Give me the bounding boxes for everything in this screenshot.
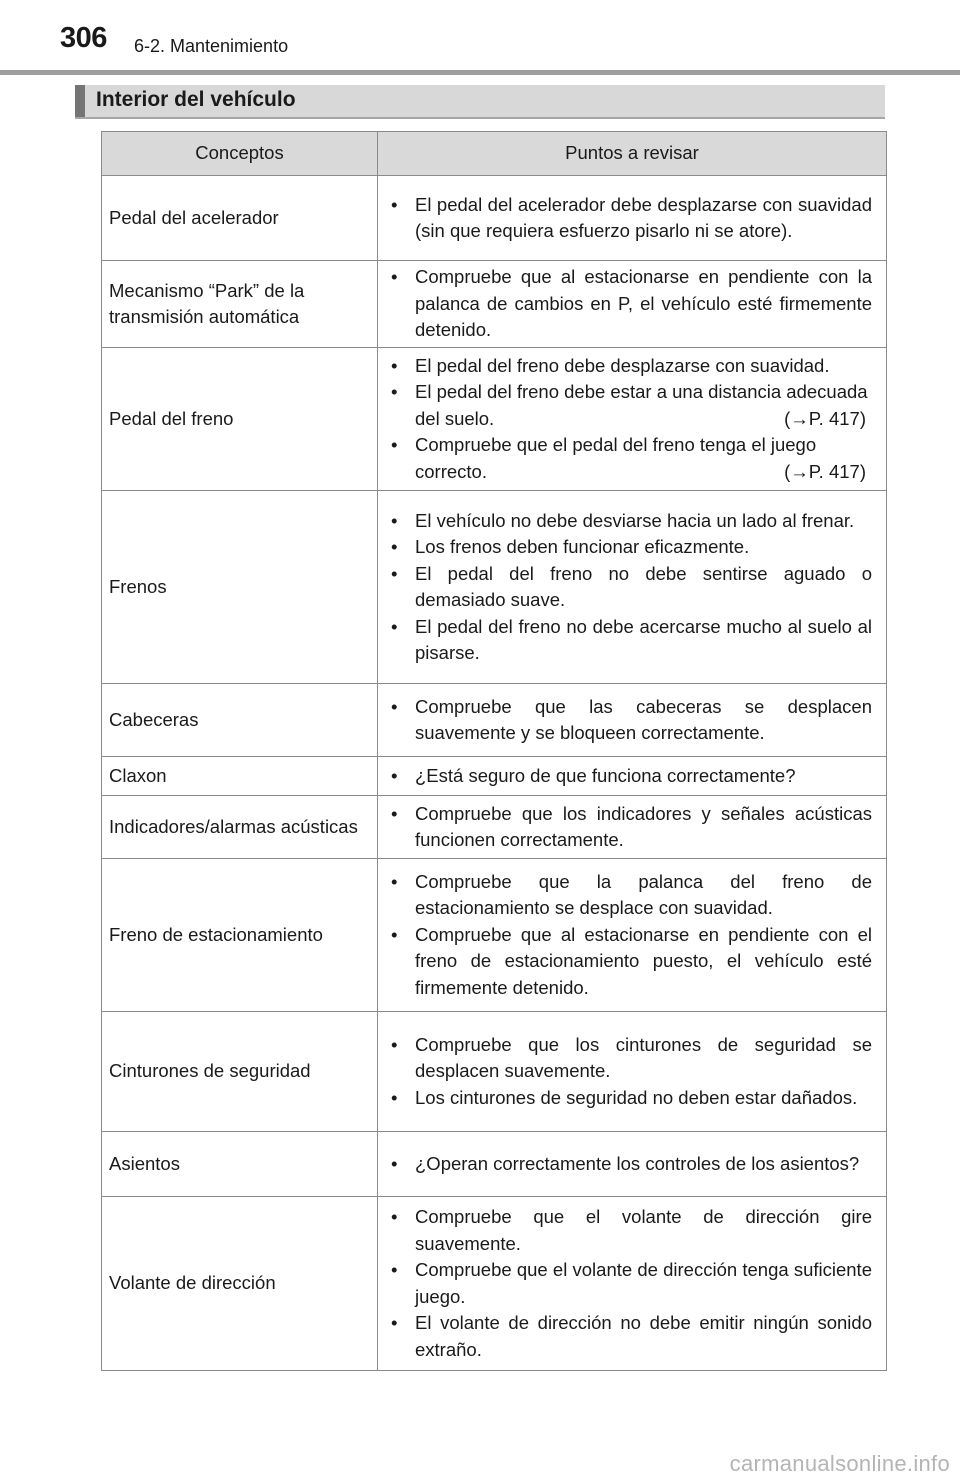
list-item: [388, 614, 872, 667]
bullet-icon: •: [391, 802, 398, 824]
check-list: [388, 694, 872, 747]
bullet-icon: •: [391, 509, 398, 531]
check-text: Compruebe que el pedal del freno tenga el juego correcto.: [415, 434, 817, 482]
points-cell: [378, 261, 887, 348]
concept-cell: Volante de dirección: [102, 1197, 378, 1371]
table-row: [102, 1012, 887, 1132]
check-text: El vehículo no debe desviarse hacia un lado al frenar.: [415, 509, 855, 531]
list-item: [388, 1032, 872, 1085]
check-list: [388, 508, 872, 667]
points-cell: [378, 176, 887, 261]
check-text: El volante de dirección no debe emitir ningún sonido extraño.: [415, 1312, 872, 1360]
concept-cell: Pedal del freno: [102, 348, 378, 491]
page-reference: (→P. 417): [784, 460, 866, 482]
page-reference: (→P. 417): [784, 407, 866, 429]
column-header-points: Puntos a revisar: [378, 132, 887, 176]
list-item: [388, 801, 872, 854]
table-row: [102, 348, 887, 491]
points-cell: [378, 491, 887, 684]
bullet-icon: •: [391, 615, 398, 637]
bullet-icon: •: [391, 764, 398, 786]
list-item: [388, 763, 872, 790]
bullet-icon: •: [391, 434, 398, 456]
concept-cell: Freno de estacionamiento: [102, 859, 378, 1012]
bullet-icon: •: [391, 266, 398, 288]
list-item: [388, 694, 872, 747]
concept-cell: Indicadores/alarmas acústicas: [102, 796, 378, 859]
page-number: 306: [60, 22, 107, 54]
check-text: El pedal del freno no debe acercarse mucho al suelo al pisarse.: [415, 615, 872, 663]
points-cell: [378, 348, 887, 491]
bullet-icon: •: [391, 193, 398, 215]
table-row: [102, 1132, 887, 1197]
bullet-icon: •: [391, 695, 398, 717]
check-text: ¿Operan correctamente los controles de los asientos?: [415, 1152, 860, 1174]
section-accent-bar: [75, 85, 85, 117]
check-text: Los cinturones de seguridad no deben estar dañados.: [415, 1086, 858, 1108]
header-rule: [0, 70, 960, 75]
table-row: [102, 491, 887, 684]
bullet-icon: •: [391, 1259, 398, 1280]
list-item: [388, 1310, 872, 1363]
check-list: [388, 763, 872, 790]
list-item: [388, 379, 872, 432]
check-list: [388, 869, 872, 1002]
table-row: [102, 176, 887, 261]
list-item: [388, 1085, 872, 1112]
check-list: [388, 1032, 872, 1112]
table-row: [102, 261, 887, 348]
list-item: [388, 432, 872, 485]
list-item: [388, 508, 872, 535]
table-row: [102, 757, 887, 796]
check-text: Los frenos deben funcionar eficazmente.: [415, 536, 750, 557]
list-item: [388, 1257, 872, 1310]
section-heading: [75, 85, 885, 119]
check-text: El pedal del acelerador debe desplazarse con suavidad (sin que requiera esfuerzo pisarlo ni se atore).: [415, 193, 872, 241]
table-row: [102, 1197, 887, 1371]
points-cell: [378, 796, 887, 859]
check-text: Compruebe que el volante de dirección tenga suficiente juego.: [415, 1259, 872, 1307]
bullet-icon: •: [391, 1086, 398, 1108]
bullet-icon: •: [391, 1206, 398, 1227]
check-text: Compruebe que las cabeceras se desplacen suavemente y se bloqueen correctamente.: [415, 695, 872, 743]
inspection-table: [101, 131, 887, 1371]
list-item: [388, 534, 872, 561]
bullet-icon: •: [391, 1033, 398, 1055]
list-item: [388, 922, 872, 1002]
column-header-concepts: Conceptos: [102, 132, 378, 176]
bullet-icon: •: [391, 1312, 398, 1333]
list-item: [388, 353, 872, 380]
check-text: ¿Está seguro de que funciona correctamente?: [415, 764, 796, 786]
points-cell: [378, 859, 887, 1012]
list-item: [388, 869, 872, 922]
check-text: Compruebe que la palanca del freno de estacionamiento se desplace con suavidad.: [415, 870, 872, 919]
points-cell: [378, 757, 887, 796]
table-row: [102, 796, 887, 859]
bullet-icon: •: [391, 562, 398, 584]
check-text: Compruebe que al estacionarse en pendiente con el freno de estacionamiento puesto, el vehículo esté firmemente detenido.: [415, 923, 872, 998]
section-title: Interior del vehículo: [96, 88, 296, 111]
concept-cell: Claxon: [102, 757, 378, 796]
check-text: Compruebe que los cinturones de seguridad se desplacen suavemente.: [415, 1033, 872, 1082]
table-row: [102, 859, 887, 1012]
points-cell: [378, 1012, 887, 1132]
check-list: [388, 192, 872, 245]
check-list: [388, 264, 872, 344]
table-body: [102, 176, 887, 1371]
points-cell: [378, 684, 887, 757]
list-item: [388, 1151, 872, 1178]
check-text: El pedal del freno debe estar a una distancia adecuada del suelo.: [415, 381, 868, 429]
table-row: [102, 684, 887, 757]
concept-cell: Pedal del acelerador: [102, 176, 378, 261]
points-cell: [378, 1132, 887, 1197]
bullet-icon: •: [391, 381, 398, 403]
concept-cell: Asientos: [102, 1132, 378, 1197]
concept-cell: Cabeceras: [102, 684, 378, 757]
check-list: [388, 801, 872, 854]
bullet-icon: •: [391, 870, 398, 892]
check-text: El pedal del freno debe desplazarse con suavidad.: [415, 354, 830, 376]
check-text: Compruebe que al estacionarse en pendiente con la palanca de cambios en P, el vehículo esté firmemente detenido.: [415, 266, 872, 341]
concept-cell: Cinturones de seguridad: [102, 1012, 378, 1132]
check-text: Compruebe que el volante de dirección gire suavemente.: [415, 1206, 872, 1254]
check-list: [388, 1204, 872, 1363]
check-text: El pedal del freno no debe sentirse aguado o demasiado suave.: [415, 562, 872, 610]
check-list: [388, 353, 872, 486]
list-item: [388, 192, 872, 245]
watermark: carmanualsonline.info: [729, 1451, 950, 1476]
bullet-icon: •: [391, 923, 398, 945]
table-header-row: [102, 132, 887, 176]
bullet-icon: •: [391, 1152, 398, 1174]
check-list: [388, 1151, 872, 1178]
list-item: [388, 1204, 872, 1257]
check-text: Compruebe que los indicadores y señales acústicas funcionen correctamente.: [415, 802, 872, 850]
concept-cell: Frenos: [102, 491, 378, 684]
bullet-icon: •: [391, 536, 398, 557]
list-item: [388, 561, 872, 614]
chapter-title: 6-2. Mantenimiento: [134, 36, 289, 56]
concept-cell: Mecanismo “Park” de la transmisión automática: [102, 261, 378, 348]
points-cell: [378, 1197, 887, 1371]
list-item: [388, 264, 872, 344]
bullet-icon: •: [391, 354, 398, 376]
